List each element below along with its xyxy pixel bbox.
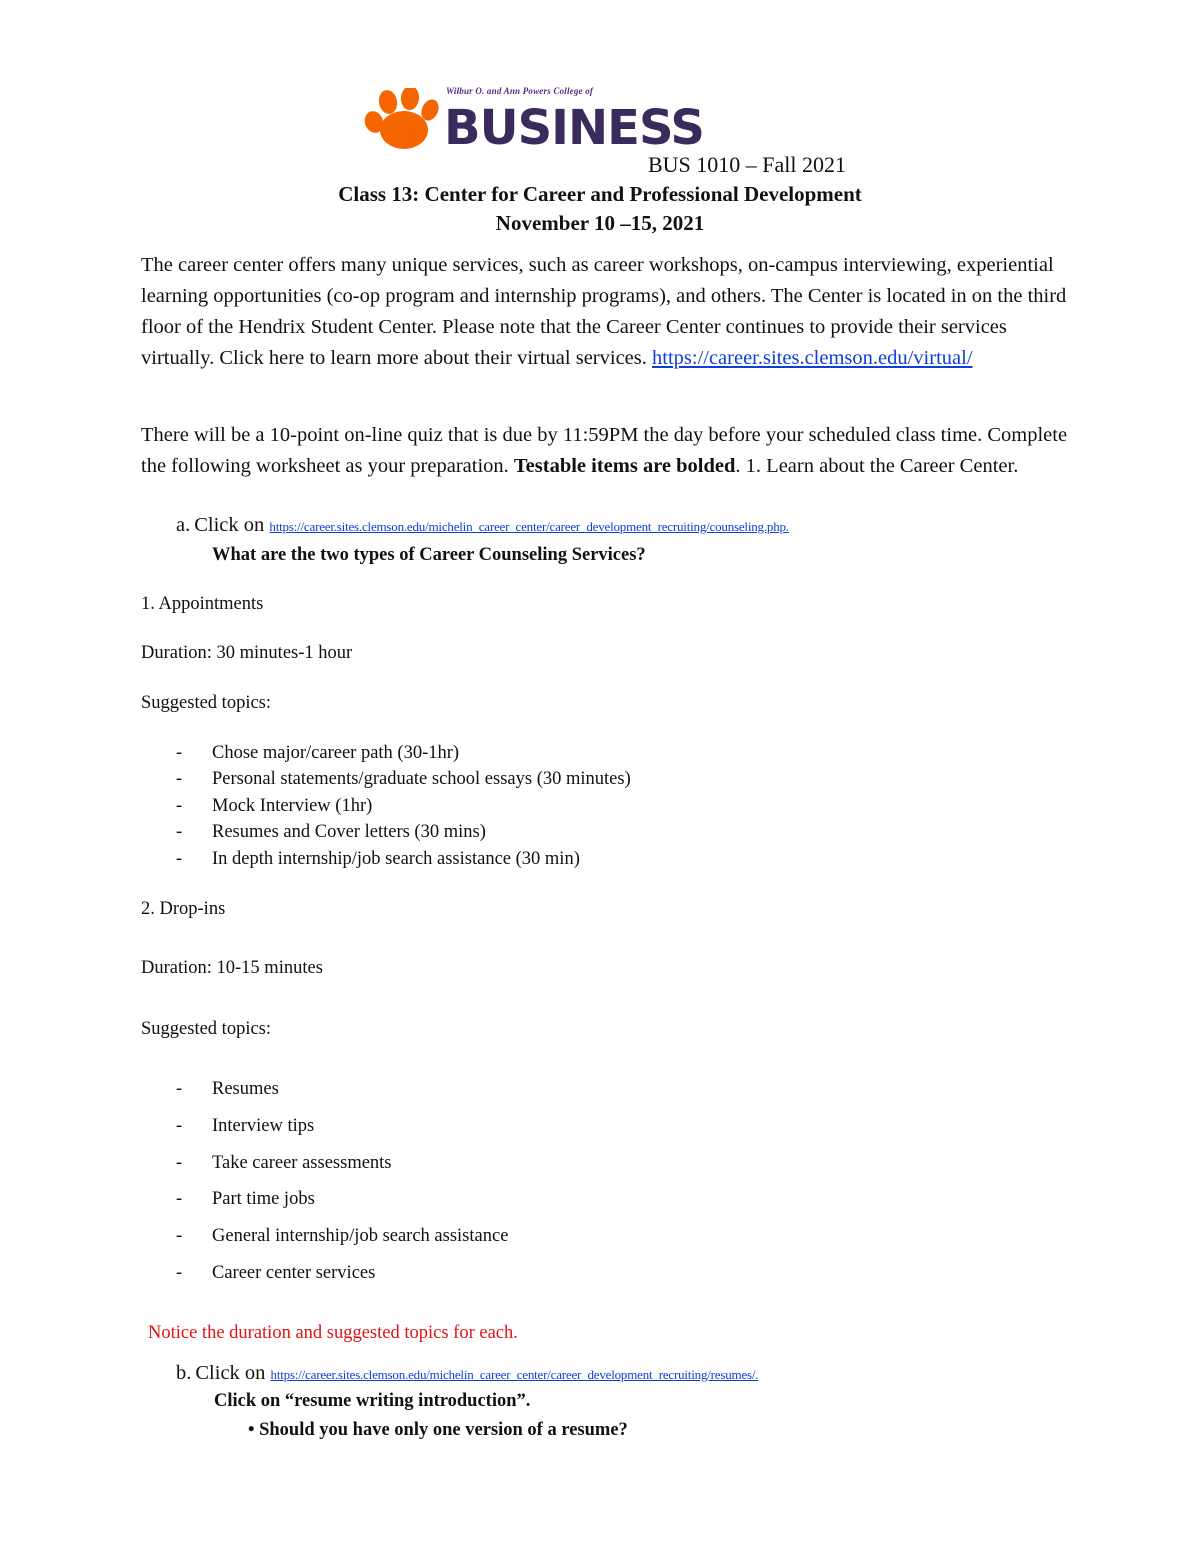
list-dash: - (176, 1153, 183, 1173)
testable-note: Testable items are bolded (513, 455, 736, 477)
list-item: General internship/job search assistance (212, 1226, 509, 1246)
list-dash: - (176, 796, 183, 816)
list-item: Part time jobs (212, 1189, 315, 1209)
quiz-after-text: . 1. Learn about the Career Center. (735, 455, 1019, 477)
list-dash: - (176, 1116, 183, 1136)
intro-text: The career center offers many unique services, such as career workshops, on-campus interviewing, experiential learning opportunities (co-op program and internship programs), and others. The Center is located in on the third floor of the Hendrix Student Center. Please note that the Career Center continues to provide their services virtually. Click here to learn more about their virtual services. (141, 254, 1067, 369)
list-item: Personal statements/graduate school essays (30 minutes) (212, 769, 631, 789)
appointments-topics-label: Suggested topics: (141, 693, 272, 713)
list-item: Mock Interview (1hr) (212, 796, 373, 816)
tiger-paw-icon (360, 88, 440, 154)
intro-paragraph (141, 250, 1071, 374)
document-title: Class 13: Center for Career and Professional Development (338, 182, 862, 206)
logo-script: Wilbur O. and Ann Powers College of (446, 86, 594, 96)
document-date: November 10 –15, 2021 (495, 211, 705, 235)
quiz-paragraph (141, 420, 1071, 482)
list-dash: - (176, 1079, 183, 1099)
list-item: Chose major/career path (30-1hr) (212, 743, 460, 763)
counseling-question: What are the two types of Career Counseling Services? (212, 545, 646, 565)
list-dash: - (176, 769, 183, 789)
item-b (176, 1362, 758, 1385)
list-item: Interview tips (212, 1116, 315, 1136)
list-item: In depth internship/job search assistance (30 min) (212, 849, 580, 869)
item-a (176, 514, 789, 537)
item-a-letter: a. (176, 514, 191, 536)
list-dash: - (176, 1226, 183, 1246)
appointments-duration: Duration: 30 minutes-1 hour (141, 643, 353, 663)
list-dash: - (176, 849, 183, 869)
list-item: Resumes and Cover letters (30 mins) (212, 822, 486, 842)
list-item: Career center services (212, 1263, 376, 1283)
resume-question: • Should you have only one version of a resume? (248, 1420, 628, 1440)
list-item: Take career assessments (212, 1153, 392, 1173)
course-label: BUS 1010 – Fall 2021 (648, 152, 847, 177)
resume-instruction: Click on “resume writing introduction”. (214, 1391, 531, 1411)
college-logo (360, 86, 704, 156)
list-dash: - (176, 743, 183, 763)
list-item: Resumes (212, 1079, 279, 1099)
list-dash: - (176, 822, 183, 842)
list-dash: - (176, 1263, 183, 1283)
dropins-duration: Duration: 10-15 minutes (141, 958, 323, 978)
counseling-link[interactable]: https://career.sites.clemson.edu/michelin_career_center/career_development_recruiting/counseling.php. (269, 519, 789, 534)
quiz-text: There will be a 10-point on-line quiz that is due by 11:59PM the day before your scheduled class time. Complete the following worksheet as your preparation. (141, 424, 1068, 477)
resumes-link[interactable]: https://career.sites.clemson.edu/michelin_career_center/career_development_recruiting/resumes/. (270, 1367, 759, 1382)
dropins-topics-label: Suggested topics: (141, 1019, 272, 1039)
appointments-heading: 1. Appointments (141, 594, 264, 614)
item-b-letter: b. (176, 1362, 192, 1384)
logo-wordmark: BUSINESS (444, 100, 704, 156)
item-a-click: Click on (194, 514, 270, 536)
notice-text: Notice the duration and suggested topics for each. (148, 1323, 518, 1343)
item-b-click: Click on (195, 1362, 271, 1384)
list-dash: - (176, 1189, 183, 1209)
virtual-services-link[interactable]: https://career.sites.clemson.edu/virtual/ (652, 347, 973, 369)
dropins-heading: 2. Drop-ins (141, 899, 226, 919)
